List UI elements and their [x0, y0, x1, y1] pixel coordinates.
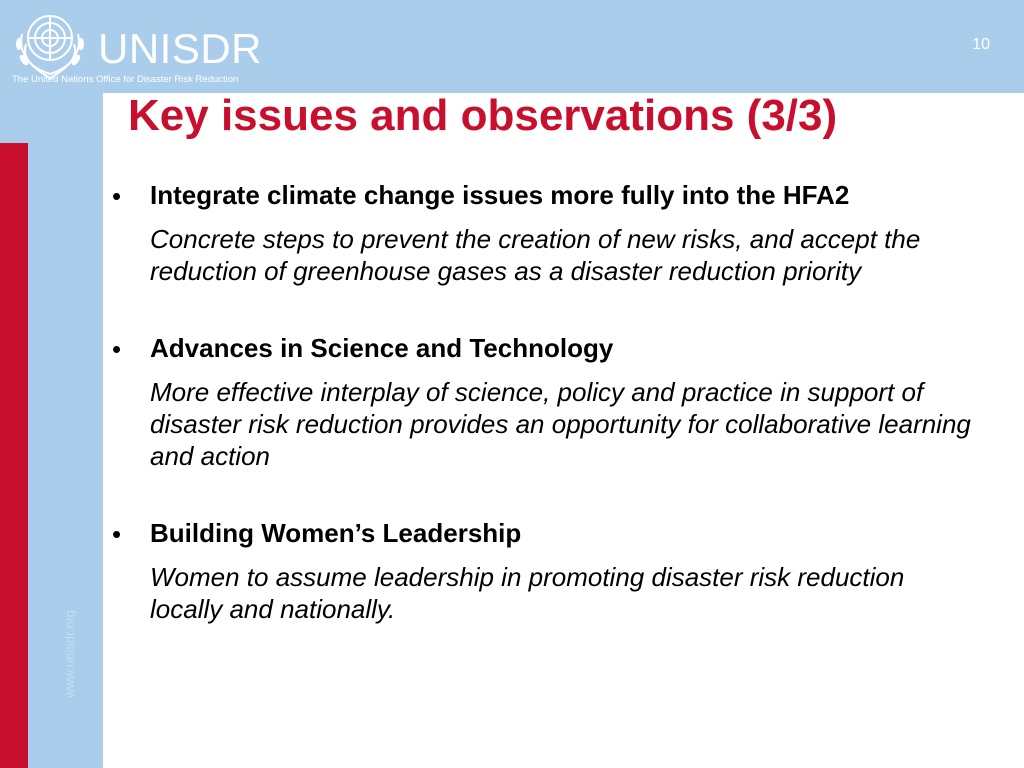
bullet-marker: •	[112, 519, 122, 549]
bullet-description: Concrete steps to prevent the creation of new risks, and accept the reduction of greenhouse gases as a disaster reduction priority	[150, 224, 921, 286]
un-emblem-icon	[10, 4, 90, 84]
bullet-description: Women to assume leadership in promoting disaster risk reduction locally and nationally.	[150, 562, 905, 624]
slide-number: 10	[972, 36, 990, 53]
bullet-item	[112, 180, 972, 287]
website-watermark: www.unisdr.org	[62, 609, 77, 698]
bullet-marker: •	[112, 334, 122, 364]
slide-title: Key issues and observations (3/3)	[128, 91, 838, 140]
logo-wordmark: UNISDR	[98, 25, 263, 72]
bullet-heading: Integrate climate change issues more fully into the HFA2	[150, 180, 850, 210]
unisdr-logo	[10, 4, 263, 90]
bullet-marker: •	[112, 181, 122, 211]
bullet-heading: Building Women’s Leadership	[150, 518, 522, 548]
bullet-heading: Advances in Science and Technology	[150, 333, 614, 363]
bullet-item	[112, 333, 972, 472]
bullet-list	[112, 180, 972, 649]
logo-tagline: The United Nations Office for Disaster Risk Reduction	[12, 74, 239, 85]
red-accent-bar	[0, 143, 28, 768]
bullet-description: More effective interplay of science, policy and practice in support of disaster risk reduction provides an opportunity for collaborative learning and action	[150, 377, 971, 471]
bullet-item	[112, 518, 972, 625]
